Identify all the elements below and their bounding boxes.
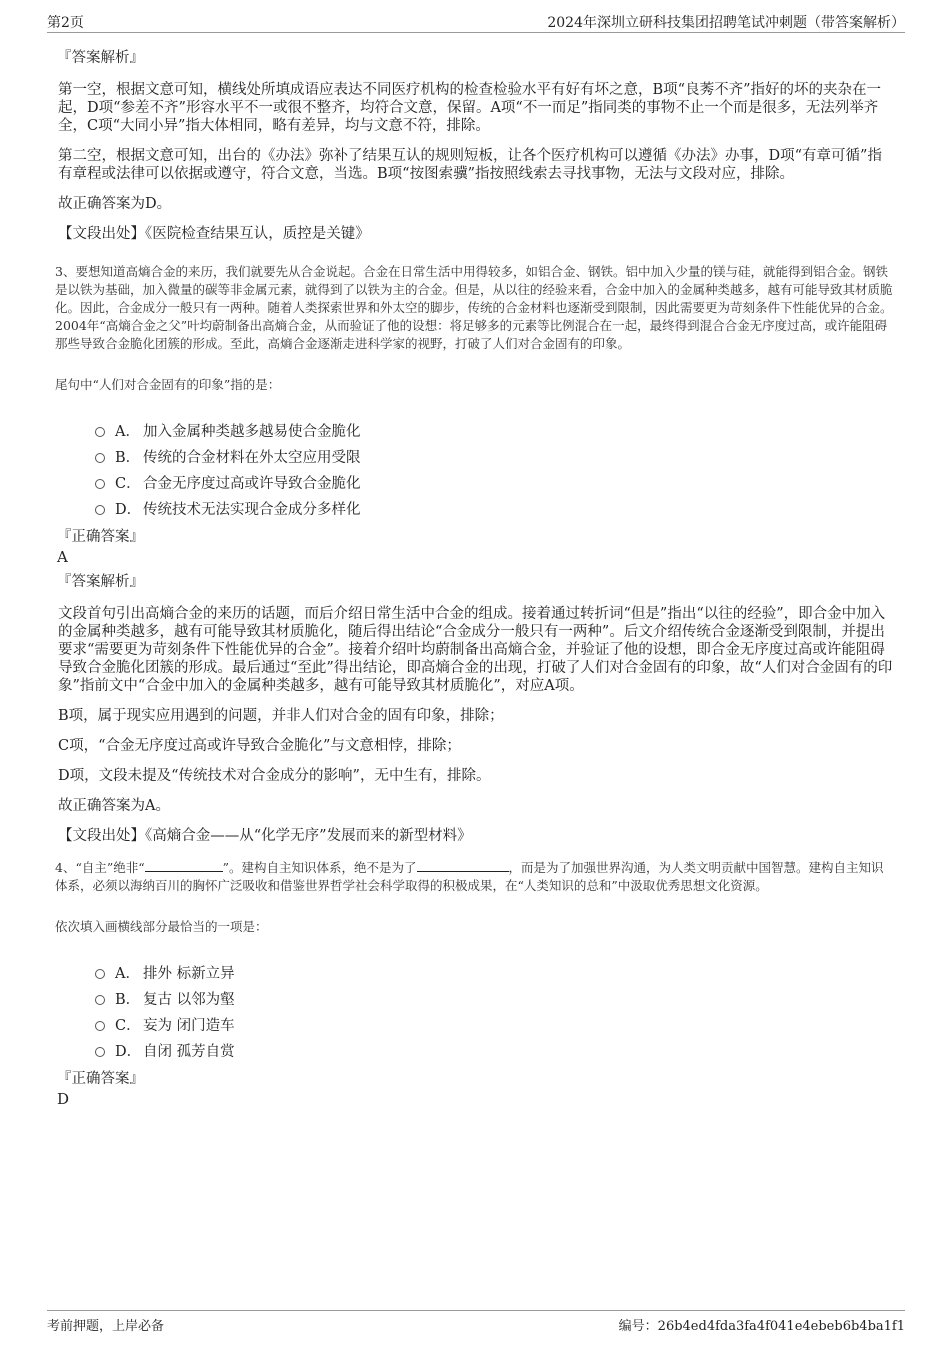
option-list: [95, 417, 895, 521]
option-list: [95, 959, 895, 1063]
analysis-label: 『答案解析』: [57, 574, 144, 590]
radio-icon[interactable]: [95, 1021, 105, 1031]
option-d[interactable]: D． 传统技术无法实现合金成分多样化: [95, 495, 895, 521]
question-passage: 3、要想知道高熵合金的来历，我们就要先从合金说起。合金在日常生活中用得较多，如铝合金、钢铁。铝中加入少量的镁与硅，就能得到铝合金。钢铁是以铁为基础，加入微量的碳等非金属元素，就得到了以铁为主的合金。但是，从以往的经验来看，合金中加入的金属种类越多，越有可能导致其材质脆化。因此，合金成分一般只有一两种。随着人类探索世界和外太空的脚步，传统的合金材料也逐渐受到限制，因此需要更为苛刻条件下性能优异的合金。2004年“高熵合金之父”叶均蔚制备出高熵合金，从而验证了他的设想：将足够多的元素等比例混合在一起，最终得到混合合金无序度过高，或许能阻碍那些导致合金脆化团簇的形成。至此，高熵合金逐渐走进科学家的视野，打破了人们对合金固有的印象。: [55, 264, 893, 351]
page-number: 第2页: [47, 15, 84, 31]
option-b[interactable]: B． 复古 以邻为壑: [95, 985, 895, 1011]
option-d[interactable]: D． 自闭 孤芳自赏: [95, 1037, 895, 1063]
radio-icon[interactable]: [95, 995, 105, 1005]
radio-icon[interactable]: [95, 505, 105, 515]
analysis-paragraph: D项，文段未提及“传统技术对合金成分的影响”，无中生有，排除。: [58, 768, 491, 784]
radio-icon[interactable]: [95, 479, 105, 489]
page-header: [47, 12, 905, 33]
option-b[interactable]: B． 传统的合金材料在外太空应用受限: [95, 443, 895, 469]
analysis-paragraph: 第二空，根据文意可知，出台的《办法》弥补了结果互认的规则短板，让各个医疗机构可以遵循《办法》办事，D项“有章可循”指有章程或法律可以依据或遵守，符合文意，当选。B项“按图索骥”指按照线索去寻找事物，无法与文段对应，排除。: [58, 148, 882, 182]
option-c[interactable]: C． 合金无序度过高或许导致合金脆化: [95, 469, 895, 495]
radio-icon[interactable]: [95, 453, 105, 463]
answer-label: 『正确答案』: [57, 1071, 144, 1087]
question-stem: 依次填入画横线部分最恰当的一项是：: [55, 919, 268, 934]
analysis-conclusion: 故正确答案为D。: [58, 196, 172, 212]
analysis-paragraph: C项，“合金无序度过高或许导致合金脆化”与文意相悖，排除；: [58, 738, 461, 754]
radio-icon[interactable]: [95, 969, 105, 979]
document-id: 编号：26b4ed4fda3fa4f041e4ebeb6b4ba1f1: [618, 1319, 905, 1334]
option-a[interactable]: A． 加入金属种类越多越易使合金脆化: [95, 417, 895, 443]
page-footer: [47, 1310, 905, 1335]
option-a[interactable]: A． 排外 标新立异: [95, 959, 895, 985]
footer-slogan: 考前押题，上岸必备: [47, 1319, 165, 1334]
answer-value: A: [57, 548, 68, 566]
radio-icon[interactable]: [95, 427, 105, 437]
answer-value: D: [57, 1090, 70, 1108]
document-title: 2024年深圳立研科技集团招聘笔试冲刺题（带答案解析）: [547, 15, 905, 31]
analysis-paragraph: 文段首句引出高熵合金的来历的话题，而后介绍日常生活中合金的组成。接着通过转折词“但是”指出“以往的经验”，即合金中加入的金属种类越多，越有可能导致其材质脆化，随后得出结论“合金成分一般只有一两种”。后文介绍传统合金逐渐受到限制，并提出要求“需要更为苛刻条件下性能优异的合金”。接着介绍叶均蔚制备出高熵合金，并验证了他的设想，即合金无序度过高或许能阻碍导致合金脆化团簇的形成。最后通过“至此”得出结论，即高熵合金的出现，打破了人们对合金固有的印象，故“人们对合金固有的印象”指前文中“合金中加入的金属种类越多，越有可能导致其材质脆化”，对应A项。: [58, 606, 893, 694]
fill-blank-1: [145, 859, 223, 872]
option-c[interactable]: C． 妄为 闭门造车: [95, 1011, 895, 1037]
radio-icon[interactable]: [95, 1047, 105, 1057]
fill-blank-2: [417, 859, 509, 872]
page-content: [55, 42, 895, 1112]
source-citation: 【文段出处】《医院检查结果互认，质控是关键》: [58, 226, 370, 242]
question-3: [55, 263, 895, 845]
analysis-conclusion: 故正确答案为A。: [58, 798, 170, 814]
source-citation: 【文段出处】《高熵合金——从“化学无序”发展而来的新型材料》: [58, 828, 472, 844]
question-passage: 4、“自主”绝非“ ”。建构自主知识体系，绝不是为了 ，而是为了加强世界沟通，为人类文明贡献中国智慧。建构自主知识体系，必须以海纳百川的胸怀广泛吸收和借鉴世界哲学社会科学取得的积极成果，在“人类知识的总和”中汲取优秀思想文化资源。: [55, 860, 884, 893]
analysis-paragraph: 第一空，根据文意可知，横线处所填成语应表达不同医疗机构的检查检验水平有好有坏之意，B项“良莠不齐”指好的坏的夹杂在一起，D项“参差不齐”形容水平不一或很不整齐，均符合文意，保留。A项“不一而足”指同类的事物不止一个而是很多，无法列举齐全，C项“大同小异”指大体相同，略有差异，均与文意不符，排除。: [58, 82, 881, 134]
question-4: [55, 859, 895, 1108]
analysis-label: 『答案解析』: [57, 50, 144, 66]
analysis-paragraph: B项，属于现实应用遇到的问题，并非人们对合金的固有印象，排除；: [58, 708, 504, 724]
question-stem: 尾句中“人们对合金固有的印象”指的是：: [55, 377, 281, 392]
answer-label: 『正确答案』: [57, 529, 144, 545]
